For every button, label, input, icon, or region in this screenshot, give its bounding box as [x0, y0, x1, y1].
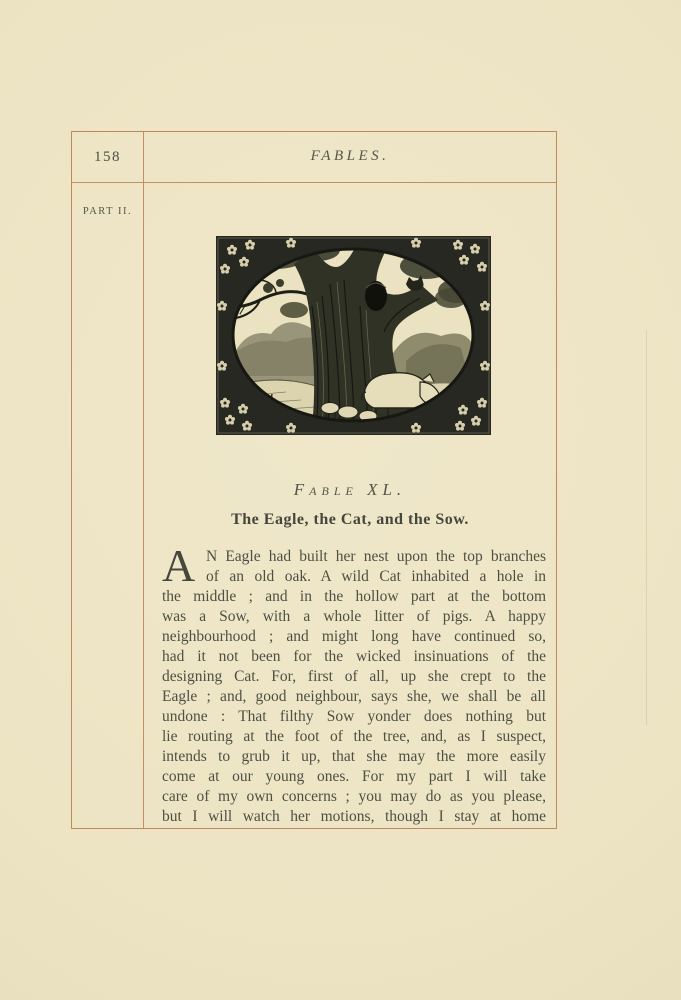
body-text-line: N Eagle had built her nest upon the top branches: [206, 548, 546, 565]
body-text-line: had it not been for the wicked insinuations of the: [162, 648, 546, 665]
fable-subtitle: The Eagle, the Cat, and the Sow.: [231, 511, 469, 528]
fable-title: Fable XL.: [293, 480, 407, 499]
page-frame: [71, 131, 557, 829]
running-head: FABLES.: [310, 148, 390, 164]
body-text-line: of an old oak. A wild Cat inhabited a hole in: [206, 568, 546, 585]
body-text-line: designing Cat. For, first of all, up she crept to the: [162, 668, 546, 685]
body-text-line: care of my own concerns ; you may do as you please,: [162, 788, 546, 805]
header-rule: [72, 182, 556, 183]
body-text-line: neighbourhood ; and might long have continued so,: [162, 628, 546, 645]
body-text-line: the middle ; and in the hollow part at the bottom: [162, 588, 546, 605]
page-crease: [646, 330, 647, 725]
woodcut-svg: [216, 236, 491, 435]
fable-body-paragraph: [162, 540, 546, 827]
body-text-line: lie routing at the foot of the tree, and, as I suspect,: [162, 728, 546, 745]
margin-label-part: PART II.: [82, 206, 133, 217]
body-text-line: Eagle ; and, good neighbour, says she, we shall be all: [162, 688, 546, 705]
body-text-line: was a Sow, with a whole litter of pigs. A happy: [162, 608, 546, 625]
fable-woodcut-illustration: [216, 236, 491, 435]
drop-cap-initial: A: [162, 540, 196, 591]
body-text-line: intends to grub it up, that she may the more easily: [162, 748, 546, 765]
body-text-line: undone : That filthy Sow yonder does nothing but: [162, 708, 546, 725]
body-text-line: but I will watch her motions, though I stay at home: [162, 808, 546, 825]
fable-body-lines: [162, 540, 546, 827]
body-text-line: come at our young ones. For my part I will take: [162, 768, 546, 785]
page-number: 158: [94, 148, 121, 165]
